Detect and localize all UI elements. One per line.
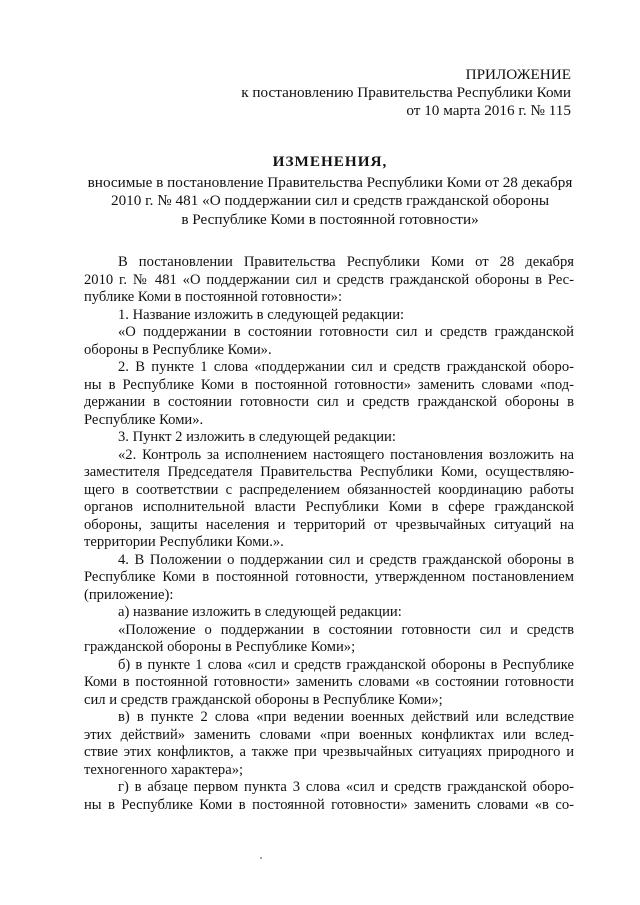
body-line: обороны в Республике Коми». [84, 341, 272, 358]
body-line: заместителя Председателя Правительства Республики Коми, осуществляю- [84, 464, 574, 480]
body-line: публике Коми в постоянной готовности»: [84, 289, 343, 305]
body-line: г) в абзаце первом пункта 3 слова «сил и средств гражданской оборо- [118, 779, 574, 795]
body-line: «О поддержании в состоянии готовности сил и средств гражданской [118, 324, 574, 340]
body-line: держании в состоянии готовности сил и средств гражданской обороны в [84, 394, 574, 410]
appendix-reference: к постановлению Правительства Республики Коми [241, 84, 571, 101]
document-body [84, 254, 574, 814]
heading-line: вносимые в постановление Правительства Республики Коми от 28 декабря [87, 173, 573, 191]
body-line: Коми в постоянной готовности» заменить словами «в состоянии готовности [84, 674, 574, 690]
body-line: этих действий» заменить словами «при военных конфликтах или вслед- [84, 726, 574, 743]
body-line: а) название изложить в следующей редакции: [118, 604, 402, 620]
body-line: техногенного характера»; [84, 761, 244, 778]
body-line: щего в соответствии с распределением обязанностей координацию работы [84, 481, 574, 498]
body-line: В постановлении Правительства Республики Коми от 28 декабря [118, 254, 574, 270]
scan-speck [260, 857, 262, 859]
body-line: 3. Пункт 2 изложить в следующей редакции: [118, 429, 396, 445]
appendix-title: ПРИЛОЖЕНИЕ [465, 66, 571, 83]
document-title: ИЗМЕНЕНИЯ, [272, 153, 388, 170]
heading-line: в Республике Коми в постоянной готовности» [181, 210, 479, 228]
appendix-header [151, 66, 571, 120]
body-line: сил и средств гражданской обороны в Республике Коми»; [84, 691, 443, 708]
body-line: 2010 г. № 481 «О поддержании сил и средств гражданской обороны в Рес- [84, 271, 574, 288]
body-line: обороны, защиты населения и территорий от чрезвычайных ситуаций на [84, 516, 574, 533]
body-line: территории Республики Коми.». [84, 534, 284, 550]
body-line: ствие этих конфликтов, а также при чрезвычайных ситуациях природного и [84, 744, 574, 760]
body-line: «Положение о поддержании в состоянии готовности сил и средств [118, 621, 574, 638]
body-line: в) в пункте 2 слова «при ведении военных действий или вследствие [118, 709, 574, 725]
body-line: 1. Название изложить в следующей редакции: [118, 306, 405, 323]
appendix-date: от 10 марта 2016 г. № 115 [406, 102, 571, 119]
body-line: ны в Республике Коми в постоянной готовности» заменить словами «в со- [84, 796, 574, 813]
body-line: Республике Коми в постоянной готовности, утвержденном постановлением [84, 569, 574, 585]
body-line: б) в пункте 1 слова «сил и средств гражданской обороны в Республике [118, 656, 574, 673]
document-heading [80, 153, 580, 229]
body-line: 4. В Положении о поддержании сил и средств гражданской обороны в [118, 551, 574, 568]
heading-line: 2010 г. № 481 «О поддержании сил и средств гражданской обороны [110, 192, 550, 209]
body-line: 2. В пункте 1 слова «поддержании сил и средств гражданской оборо- [118, 359, 574, 375]
body-line: ны в Республике Коми в постоянной готовности» заменить словами «под- [84, 376, 574, 393]
body-line: органов исполнительной власти Республики Коми в сфере гражданской [84, 499, 574, 515]
body-line: «2. Контроль за исполнением настоящего постановления возложить на [118, 446, 574, 463]
body-line: гражданской обороны в Республике Коми»; [84, 639, 356, 655]
body-line: Республике Коми». [84, 411, 204, 428]
body-line: (приложение): [84, 586, 174, 603]
